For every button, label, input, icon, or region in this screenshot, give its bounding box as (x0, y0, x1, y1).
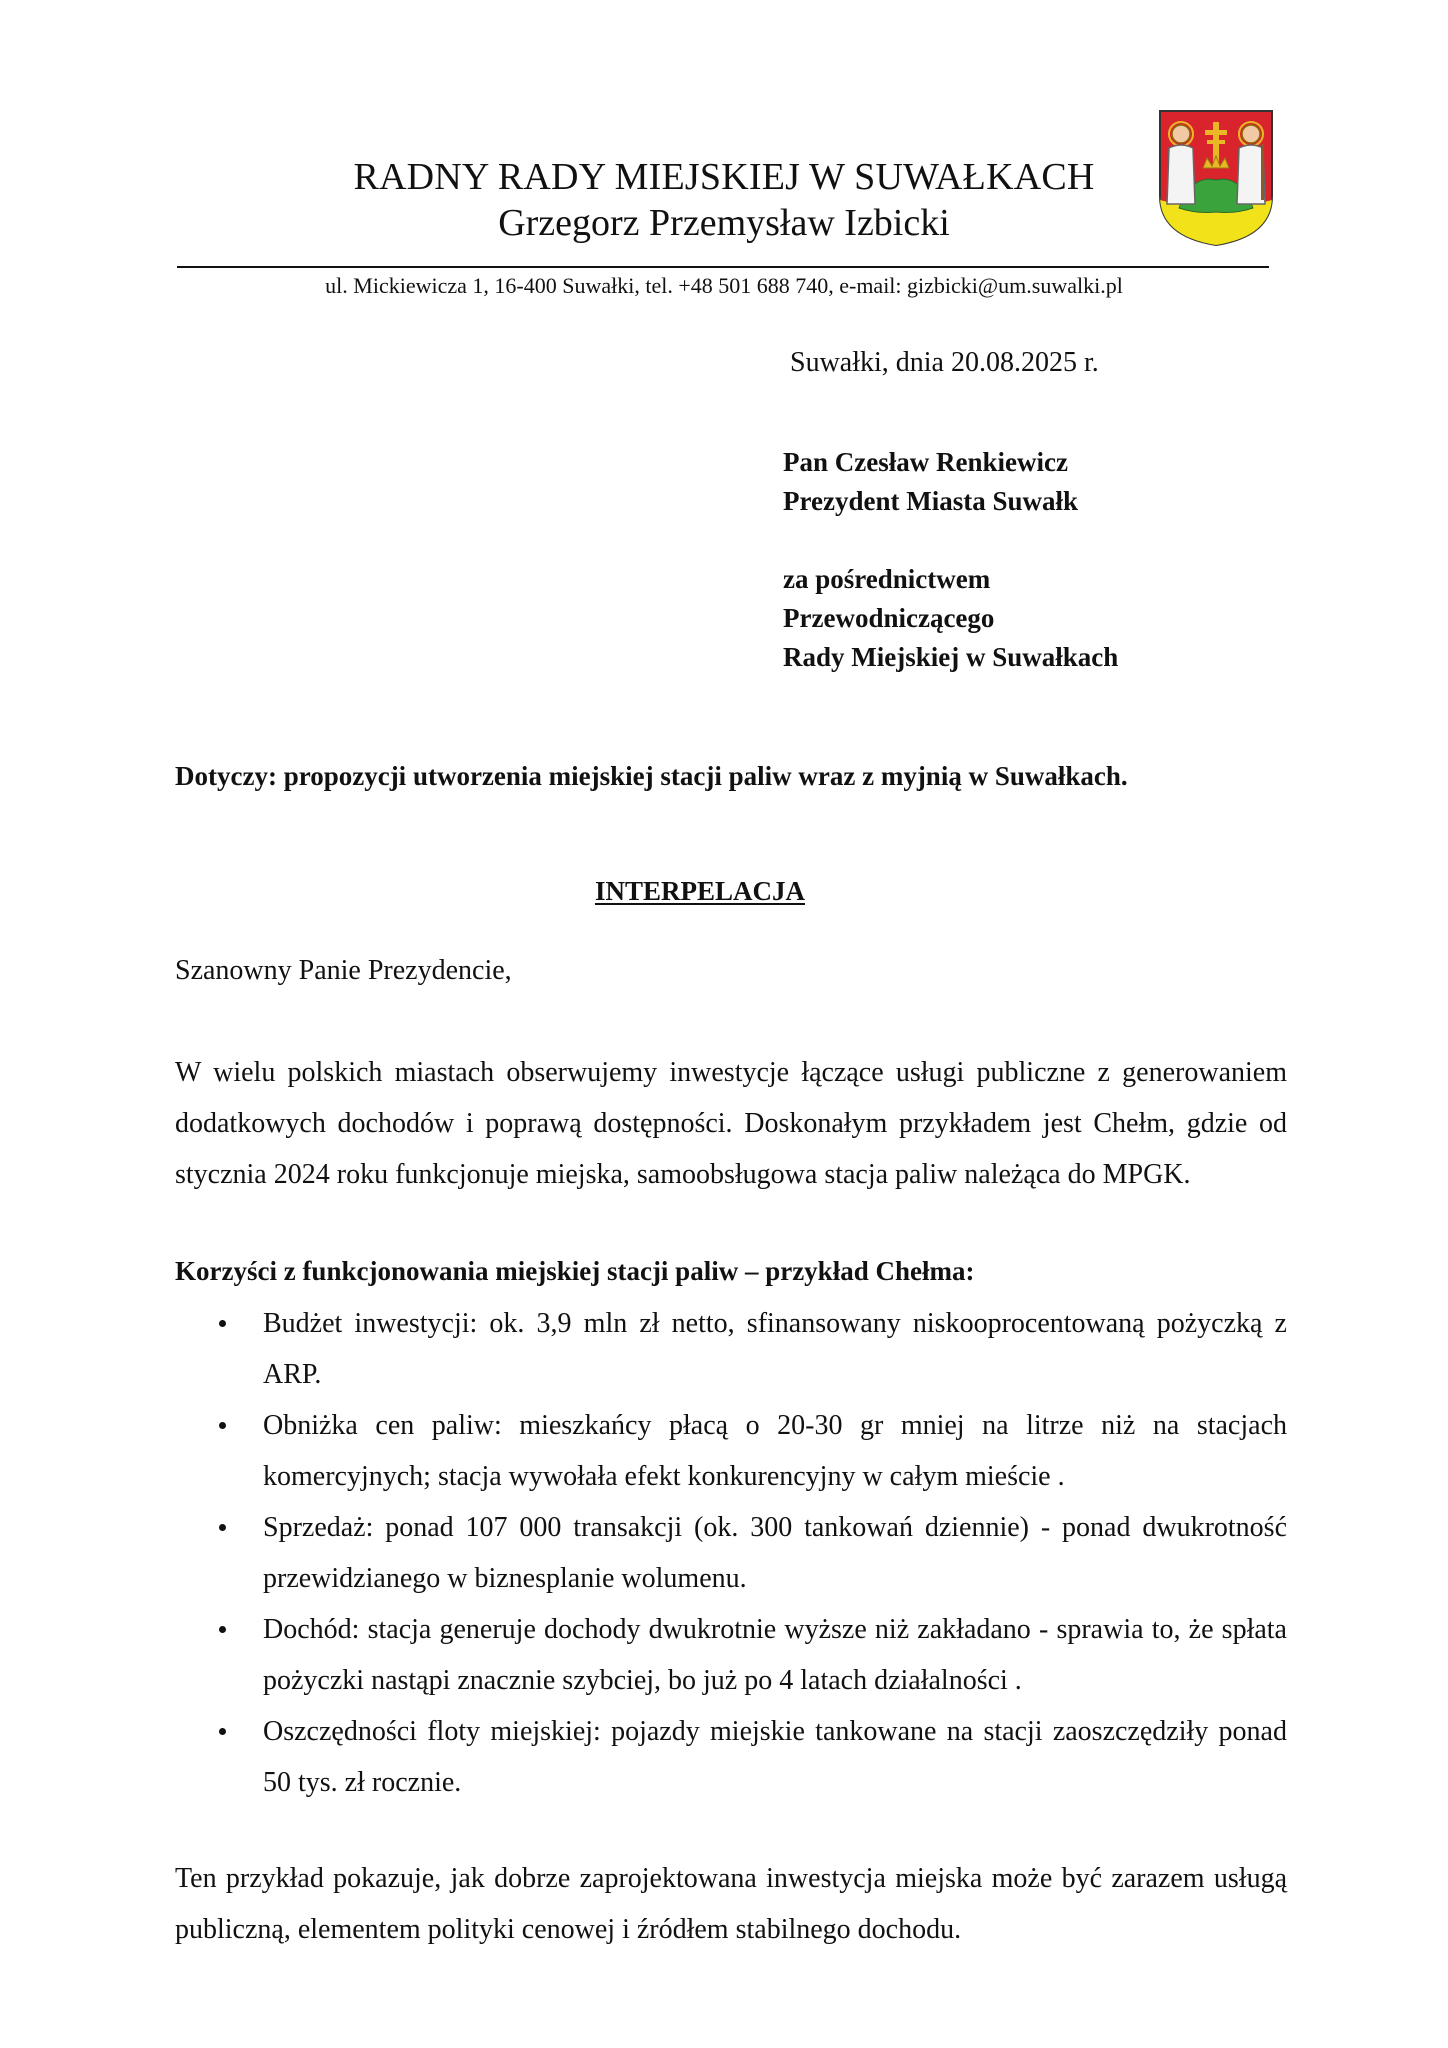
letterhead-divider (177, 266, 1269, 268)
bullet-icon (219, 1626, 226, 1633)
recipient-title: Prezydent Miasta Suwałk (783, 486, 1078, 516)
benefits-heading: Korzyści z funkcjonowania miejskiej stacji paliw – przykład Chełma: (175, 1256, 975, 1286)
recipient-via-title: Przewodniczącego (783, 603, 995, 633)
list-item: Budżet inwestycji: ok. 3,9 mln zł netto, sfinansowany niskooprocentowaną pożyczką z ARP. (175, 1298, 1287, 1400)
letter-date: Suwałki, dnia 20.08.2025 r. (790, 347, 1099, 378)
salutation: Szanowny Panie Prezydencie, (175, 955, 512, 986)
suwalki-coat-of-arms-icon (1157, 108, 1275, 248)
bullet-icon (219, 1320, 226, 1327)
closing-paragraph: Ten przykład pokazuje, jak dobrze zaprojektowana inwestycja miejska może być zarazem usługą publiczną, elementem polityki cenowej i źródłem stabilnego dochodu. (175, 1863, 1287, 1945)
recipient-block (783, 443, 1118, 677)
benefits-list (175, 1298, 1287, 1808)
recipient-name: Pan Czesław Renkiewicz (783, 447, 1068, 477)
recipient-via-body: Rady Miejskiej w Suwałkach (783, 642, 1119, 672)
letterhead-name: Grzegorz Przemysław Izbicki (498, 202, 950, 244)
letterhead-title: RADNY RADY MIEJSKIEJ W SUWAŁKACH (353, 156, 1095, 198)
bullet-icon (219, 1728, 226, 1735)
bullet-icon (219, 1524, 226, 1531)
recipient-via: za pośrednictwem (783, 564, 991, 594)
letterhead-contact: ul. Mickiewicza 1, 16-400 Suwałki, tel. +48 501 688 740, e-mail: gizbicki@um.suwalki.pl (325, 273, 1123, 298)
intro-paragraph: W wielu polskich miastach obserwujemy inwestycje łączące usługi publiczne z generowaniem dodatkowych dochodów i poprawą dostępności. Doskonałym przykładem jest Chełm, gdzie od stycznia 2024 roku funkcjonuje miejska, samoobsługowa stacja paliw należąca do MPGK. (175, 1057, 1287, 1190)
list-item: Oszczędności floty miejskiej: pojazdy miejskie tankowane na stacji zaoszczędziły ponad 50 tys. zł rocznie. (175, 1706, 1287, 1808)
list-item: Sprzedaż: ponad 107 000 transakcji (ok. 300 tankowań dziennie) - ponad dwukrotność przewidzianego w biznesplanie wolumenu. (175, 1502, 1287, 1604)
bullet-icon (219, 1422, 226, 1429)
list-item: Obniżka cen paliw: mieszkańcy płacą o 20-30 gr mniej na litrze niż na stacjach komercyjnych; stacja wywołała efekt konkurencyjny w całym mieście . (175, 1400, 1287, 1502)
list-item: Dochód: stacja generuje dochody dwukrotnie wyższe niż zakładano - sprawia to, że spłata pożyczki nastąpi znacznie szybciej, bo już po 4 latach działalności . (175, 1604, 1287, 1706)
letter-subject: Dotyczy: propozycji utworzenia miejskiej stacji paliw wraz z myjnią w Suwałkach. (175, 761, 1128, 791)
document-type-heading: INTERPELACJA (594, 876, 806, 906)
